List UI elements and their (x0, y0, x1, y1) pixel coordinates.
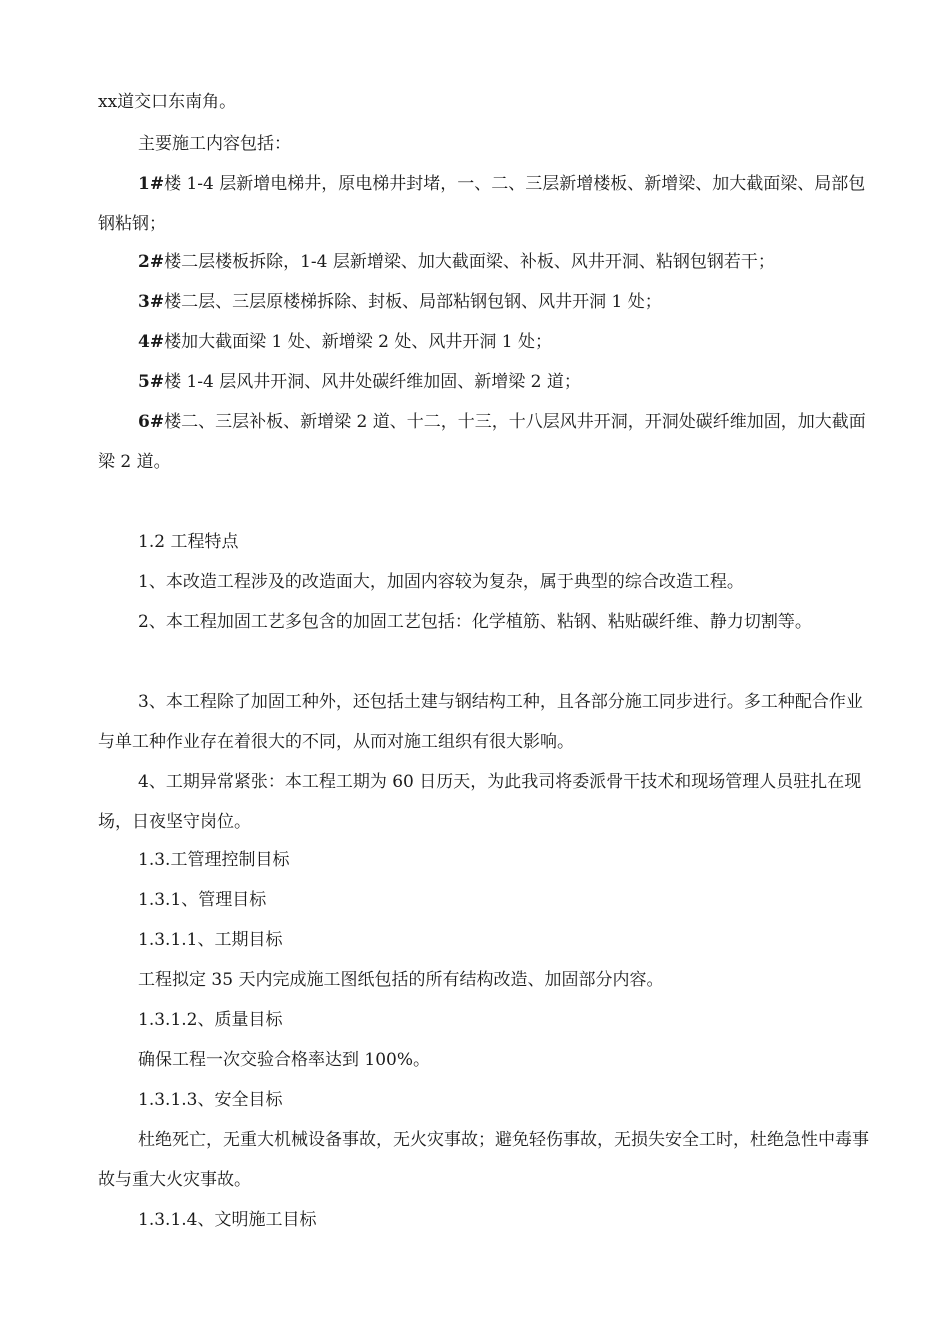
building-text: 楼 1-4 层新增电梯井，原电梯井封堵，一、二、三层新增楼板、新增梁、加大截面梁、局部包钢粘钢； (98, 174, 866, 234)
feature-item: 3、本工程除了加固工种外，还包括土建与钢结构工种，且各部分施工同步进行。多工种配合作业与单工种作业存在着很大的不同，从而对施工组织有很大影响。 (98, 692, 863, 752)
subsection-heading: 1.3.1.3、安全目标 (138, 1090, 283, 1110)
building-number: 2# (138, 252, 165, 272)
building-text: 楼二、三层补板、新增梁 2 道、十二，十三，十八层风井开洞，开洞处碳纤维加固，加大截面梁 2 道。 (98, 412, 866, 472)
section-heading: 1.3.工管理控制目标 (138, 850, 290, 870)
building-number: 6# (138, 412, 165, 432)
building-3-item (98, 282, 870, 322)
subsection-heading: 1.3.1.1、工期目标 (138, 930, 283, 950)
feature-item: 1、本改造工程涉及的改造面大，加固内容较为复杂，属于典型的综合改造工程。 (138, 572, 744, 592)
feature-item: 4、工期异常紧张：本工程工期为 60 日历天，为此我司将委派骨干技术和现场管理人员驻扎在现场，日夜坚守岗位。 (98, 772, 862, 832)
feature-item: 2、本工程加固工艺多包含的加固工艺包括：化学植筋、粘钢、粘贴碳纤维、静力切割等。 (138, 612, 812, 632)
building-5-item (98, 362, 870, 402)
body-text: 确保工程一次交验合格率达到 100%。 (138, 1050, 431, 1070)
text-line: 主要施工内容包括： (138, 134, 291, 154)
building-4-item (98, 322, 870, 362)
building-text: 楼二层楼板拆除，1-4 层新增梁、加大截面梁、补板、风井开洞、粘钢包钢若干； (164, 252, 775, 272)
subsection-heading: 1.3.1.4、文明施工目标 (138, 1210, 317, 1230)
building-number: 4# (138, 332, 165, 352)
text-line: xx道交口东南角。 (98, 92, 237, 112)
building-2-item (98, 242, 870, 282)
building-6-item (98, 402, 870, 482)
building-text: 楼 1-4 层风井开洞、风井处碳纤维加固、新增梁 2 道； (164, 372, 581, 392)
building-number: 3# (138, 292, 165, 312)
building-text: 楼加大截面梁 1 处、新增梁 2 处、风井开洞 1 处； (164, 332, 552, 352)
building-1-item (98, 164, 870, 244)
section-heading: 1.2 工程特点 (138, 532, 239, 552)
body-text: 工程拟定 35 天内完成施工图纸包括的所有结构改造、加固部分内容。 (138, 970, 664, 990)
building-number: 5# (138, 372, 165, 392)
subsection-heading: 1.3.1.2、质量目标 (138, 1010, 283, 1030)
building-text: 楼二层、三层原楼梯拆除、封板、局部粘钢包钢、风井开洞 1 处； (164, 292, 662, 312)
body-text: 杜绝死亡，无重大机械设备事故，无火灾事故；避免轻伤事故，无损失安全工时，杜绝急性中毒事故与重大火灾事故。 (98, 1130, 869, 1190)
subsection-heading: 1.3.1、管理目标 (138, 890, 267, 910)
building-number: 1# (138, 174, 165, 194)
